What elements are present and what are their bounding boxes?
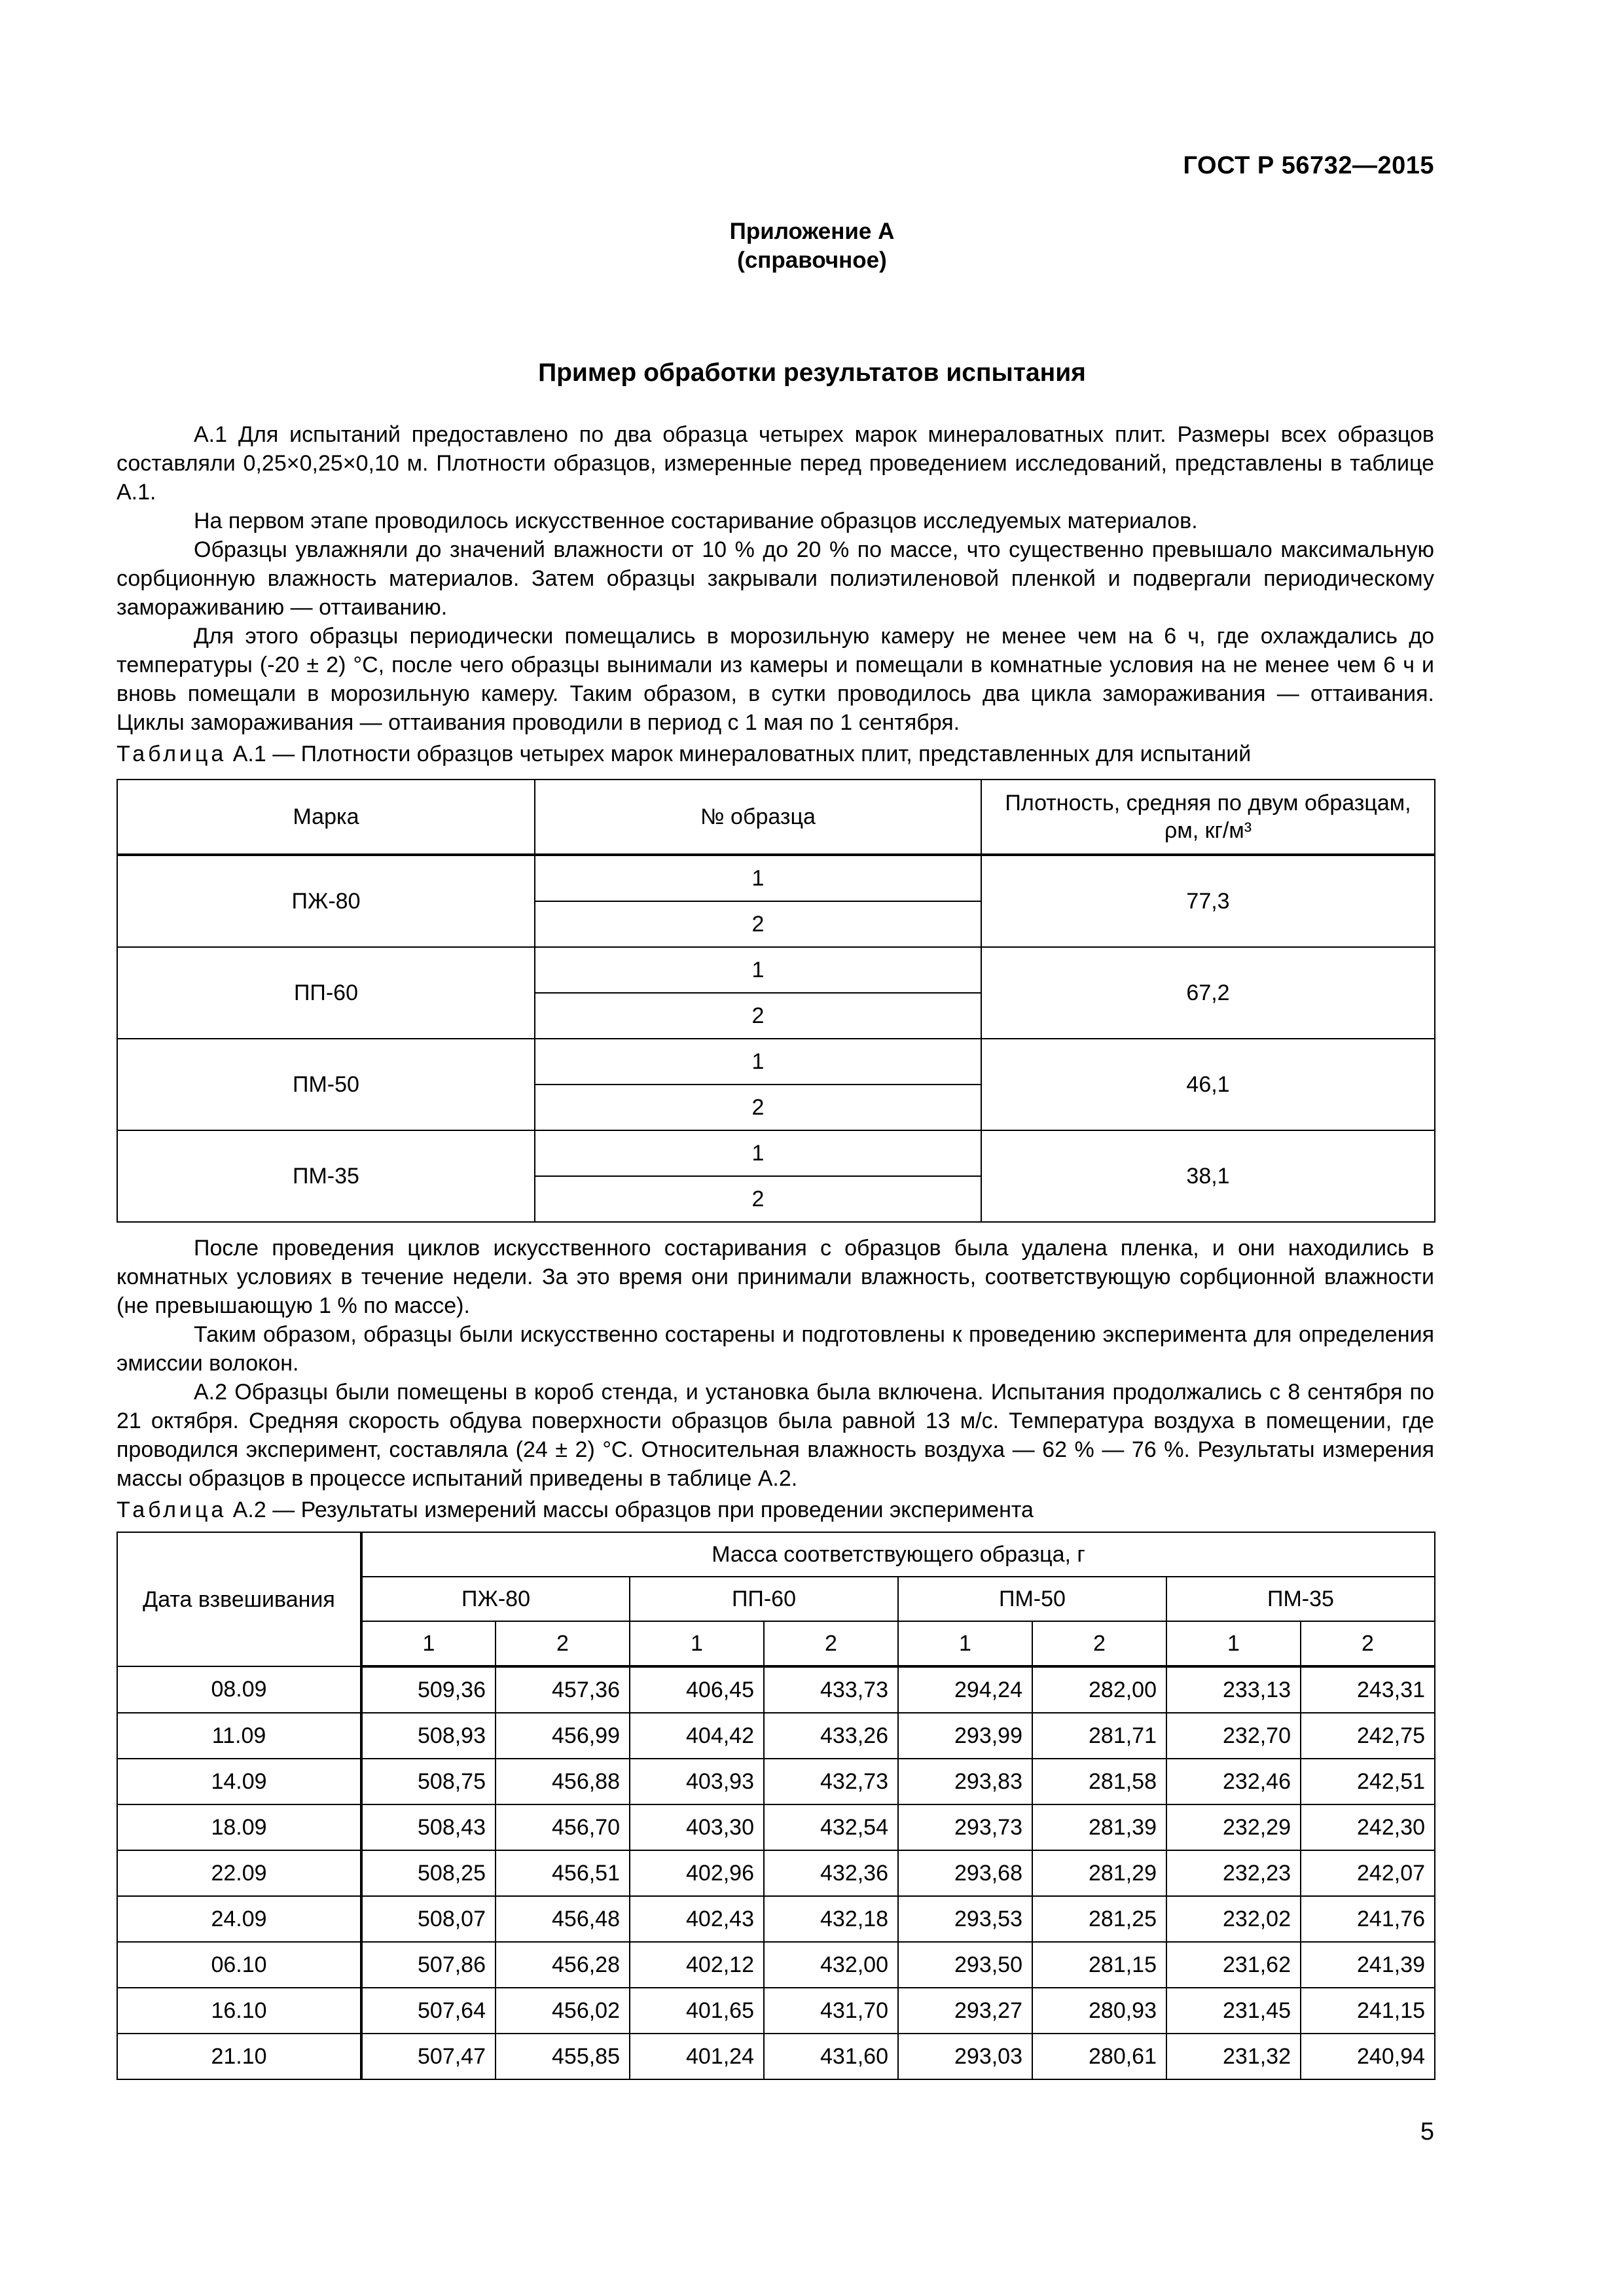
mass-value-cell: 433,73 — [764, 1666, 898, 1713]
mass-value-cell: 456,70 — [496, 1804, 630, 1850]
mass-value-cell: 280,61 — [1032, 2034, 1166, 2079]
mass-value-cell: 293,99 — [898, 1713, 1032, 1759]
sample-num-cell: 2 — [496, 1621, 630, 1666]
mass-value-cell: 402,43 — [630, 1896, 764, 1942]
mark-header-cell: ПП-60 — [630, 1577, 898, 1621]
mass-value-cell: 293,73 — [898, 1804, 1032, 1850]
mass-value-cell: 432,18 — [764, 1896, 898, 1942]
mass-value-cell: 233,13 — [1166, 1666, 1301, 1713]
mass-value-cell: 456,48 — [496, 1896, 630, 1942]
mass-value-cell: 456,28 — [496, 1942, 630, 1988]
sample-cell: 1 — [535, 947, 981, 993]
caption-label: Таблица — [117, 1498, 227, 1522]
header-cell: Марка — [117, 780, 535, 855]
header-cell: Плотность, средняя по двум образцам, ρм, кг/м³ — [981, 780, 1435, 855]
mass-value-cell: 232,29 — [1166, 1804, 1301, 1850]
text-block-intro — [117, 420, 1434, 737]
table-a2-caption — [117, 1496, 1434, 1524]
mass-value-cell: 406,45 — [630, 1666, 764, 1713]
sample-cell: 1 — [535, 1130, 981, 1176]
mass-value-cell: 432,00 — [764, 1942, 898, 1988]
table-row — [117, 1713, 1435, 1759]
sample-num-cell: 2 — [1032, 1621, 1166, 1666]
table-row — [117, 2034, 1435, 2079]
density-cell: 67,2 — [981, 947, 1435, 1039]
mass-value-cell: 232,46 — [1166, 1759, 1301, 1804]
mass-value-cell: 280,93 — [1032, 1988, 1166, 2034]
table-row — [117, 1850, 1435, 1896]
sample-cell: 2 — [535, 1176, 981, 1222]
date-header-cell: Дата взвешивания — [117, 1532, 361, 1666]
table-header-row — [117, 780, 1435, 855]
mass-value-cell: 509,36 — [361, 1666, 496, 1713]
paragraph: После проведения циклов искусственного состаривания с образцов была удалена пленка, и они находились в комнатных условиях в течение недели. За это время они принимали влажность, соответствующую сорбционной влажности (не превышающую 1 % по массе). — [117, 1236, 1434, 1318]
mass-value-cell: 401,24 — [630, 2034, 764, 2079]
sample-cell: 1 — [535, 855, 981, 901]
date-cell: 22.09 — [117, 1850, 361, 1896]
appendix-header — [0, 217, 1624, 275]
mark-cell: ПМ-50 — [117, 1039, 535, 1130]
paragraph: Таким образом, образцы были искусственно состарены и подготовлены к проведению эксперимента для определения эмиссии волокон. — [117, 1322, 1434, 1376]
date-cell: 08.09 — [117, 1666, 361, 1713]
mass-value-cell: 231,62 — [1166, 1942, 1301, 1988]
mass-value-cell: 294,24 — [898, 1666, 1032, 1713]
mass-value-cell: 293,68 — [898, 1850, 1032, 1896]
mass-value-cell: 232,02 — [1166, 1896, 1301, 1942]
mass-value-cell: 293,53 — [898, 1896, 1032, 1942]
mass-value-cell: 432,36 — [764, 1850, 898, 1896]
appendix-subtitle: (справочное) — [737, 247, 887, 273]
sample-cell: 2 — [535, 1085, 981, 1130]
mass-value-cell: 241,15 — [1301, 1988, 1435, 2034]
sample-cell: 2 — [535, 993, 981, 1039]
table-a2 — [117, 1532, 1435, 2080]
mark-header-cell: ПМ-50 — [898, 1577, 1166, 1621]
sample-num-cell: 2 — [764, 1621, 898, 1666]
paragraph: А.1 Для испытаний предоставлено по два образца четырех марок минераловатных плит. Размеры всех образцов составляли 0,25×0,25×0,10 м. Плотности образцов, измеренные перед проведением исследований, представлены в таблице А.1. — [117, 422, 1434, 505]
mass-value-cell: 281,39 — [1032, 1804, 1166, 1850]
mass-header-cell: Масса соответствующего образца, г — [361, 1532, 1435, 1577]
mass-value-cell: 242,07 — [1301, 1850, 1435, 1896]
mass-value-cell: 401,65 — [630, 1988, 764, 2034]
paragraph: На первом этапе проводилось искусственное состаривание образцов исследуемых материалов. — [194, 509, 1198, 533]
density-cell: 38,1 — [981, 1130, 1435, 1222]
mass-value-cell: 231,45 — [1166, 1988, 1301, 2034]
paragraph: Образцы увлажняли до значений влажности от 10 % до 20 % по массе, что существенно превышало максимальную сорбционную влажность материалов. Затем образцы закрывали полиэтиленовой пленкой и подвергали периодическому замораживанию — оттаиванию. — [117, 537, 1434, 620]
mass-value-cell: 433,26 — [764, 1713, 898, 1759]
mass-value-cell: 281,58 — [1032, 1759, 1166, 1804]
mark-header-cell: ПМ-35 — [1166, 1577, 1435, 1621]
date-cell: 24.09 — [117, 1896, 361, 1942]
mass-value-cell: 508,75 — [361, 1759, 496, 1804]
date-cell: 18.09 — [117, 1804, 361, 1850]
mass-value-cell: 455,85 — [496, 2034, 630, 2079]
mass-value-cell: 242,75 — [1301, 1713, 1435, 1759]
mass-value-cell: 403,30 — [630, 1804, 764, 1850]
caption-text: А.2 — Результаты измерений массы образцов при проведении эксперимента — [226, 1498, 1034, 1522]
mass-value-cell: 457,36 — [496, 1666, 630, 1713]
mass-value-cell: 507,86 — [361, 1942, 496, 1988]
mass-value-cell: 402,12 — [630, 1942, 764, 1988]
mass-value-cell: 243,31 — [1301, 1666, 1435, 1713]
mass-value-cell: 507,47 — [361, 2034, 496, 2079]
mass-value-cell: 232,23 — [1166, 1850, 1301, 1896]
mass-value-cell: 456,99 — [496, 1713, 630, 1759]
mass-value-cell: 508,93 — [361, 1713, 496, 1759]
header-cell: № образца — [535, 780, 981, 855]
mass-value-cell: 293,27 — [898, 1988, 1032, 2034]
mass-value-cell: 293,03 — [898, 2034, 1032, 2079]
mass-value-cell: 282,00 — [1032, 1666, 1166, 1713]
caption-label: Таблица — [117, 742, 227, 766]
mass-value-cell: 241,39 — [1301, 1942, 1435, 1988]
mass-value-cell: 456,88 — [496, 1759, 630, 1804]
mass-value-cell: 456,51 — [496, 1850, 630, 1896]
sample-num-cell: 1 — [361, 1621, 496, 1666]
mass-value-cell: 508,43 — [361, 1804, 496, 1850]
table-header-row — [117, 1532, 1435, 1577]
sample-num-cell: 1 — [1166, 1621, 1301, 1666]
date-cell: 14.09 — [117, 1759, 361, 1804]
date-cell: 21.10 — [117, 2034, 361, 2079]
text-block-experiment — [117, 1234, 1434, 1493]
table-row — [117, 1130, 1435, 1176]
mark-cell: ПМ-35 — [117, 1130, 535, 1222]
sample-num-cell: 1 — [630, 1621, 764, 1666]
mass-value-cell: 508,07 — [361, 1896, 496, 1942]
paragraph: А.2 Образцы были помещены в короб стенда, и установка была включена. Испытания продолжались с 8 сентября по 21 октября. Средняя скорость обдува поверхности образцов была равной 13 м/с. Температура воздуха в помещении, где проводился эксперимент, составляла (24 ± 2) °С. Относительная влажность воздуха — 62 % — 76 %. Результаты измерения массы образцов в процессе испытаний приведены в таблице А.2. — [117, 1380, 1434, 1491]
sample-num-cell: 1 — [898, 1621, 1032, 1666]
mass-value-cell: 508,25 — [361, 1850, 496, 1896]
mass-value-cell: 404,42 — [630, 1713, 764, 1759]
mass-value-cell: 431,70 — [764, 1988, 898, 2034]
date-cell: 11.09 — [117, 1713, 361, 1759]
mass-value-cell: 281,15 — [1032, 1942, 1166, 1988]
mass-value-cell: 456,02 — [496, 1988, 630, 2034]
mass-value-cell: 403,93 — [630, 1759, 764, 1804]
mark-cell: ПП-60 — [117, 947, 535, 1039]
sample-num-cell: 2 — [1301, 1621, 1435, 1666]
mass-value-cell: 432,73 — [764, 1759, 898, 1804]
table-row — [117, 1988, 1435, 2034]
table-row — [117, 1804, 1435, 1850]
document-code: ГОСТ Р 56732—2015 — [1183, 152, 1434, 179]
table-row — [117, 855, 1435, 901]
table-row — [117, 1039, 1435, 1085]
density-cell: 77,3 — [981, 855, 1435, 947]
page-number: 5 — [1420, 2118, 1434, 2145]
table-a1 — [117, 779, 1435, 1223]
paragraph: Для этого образцы периодически помещались в морозильную камеру не менее чем на 6 ч, где охлаждались до температуры (-20 ± 2) °С, после чего образцы вынимали из камеры и помещали в комнатные условия на не менее чем 6 ч и вновь помещали в морозильную камеру. Таким образом, в сутки проводилось два цикла замораживания — оттаивания. Циклы замораживания — оттаивания проводили в период с 1 мая по 1 сентября. — [117, 624, 1434, 735]
mass-value-cell: 232,70 — [1166, 1713, 1301, 1759]
appendix-title: Приложение А — [729, 219, 895, 244]
table-a1-caption — [117, 740, 1434, 768]
mass-value-cell: 281,29 — [1032, 1850, 1166, 1896]
mass-value-cell: 242,51 — [1301, 1759, 1435, 1804]
mass-value-cell: 431,60 — [764, 2034, 898, 2079]
table-row — [117, 1942, 1435, 1988]
mark-header-cell: ПЖ-80 — [361, 1577, 630, 1621]
density-cell: 46,1 — [981, 1039, 1435, 1130]
mass-value-cell: 507,64 — [361, 1988, 496, 2034]
mass-value-cell: 293,83 — [898, 1759, 1032, 1804]
table-row — [117, 947, 1435, 993]
table-row — [117, 1666, 1435, 1713]
mass-value-cell: 281,71 — [1032, 1713, 1166, 1759]
date-cell: 16.10 — [117, 1988, 361, 2034]
mass-value-cell: 402,96 — [630, 1850, 764, 1896]
sample-cell: 2 — [535, 901, 981, 947]
mass-value-cell: 241,76 — [1301, 1896, 1435, 1942]
section-heading: Пример обработки результатов испытания — [538, 359, 1086, 387]
mass-value-cell: 240,94 — [1301, 2034, 1435, 2079]
table-row — [117, 1896, 1435, 1942]
mass-value-cell: 242,30 — [1301, 1804, 1435, 1850]
mark-cell: ПЖ-80 — [117, 855, 535, 947]
sample-cell: 1 — [535, 1039, 981, 1085]
date-cell: 06.10 — [117, 1942, 361, 1988]
mass-value-cell: 231,32 — [1166, 2034, 1301, 2079]
caption-text: А.1 — Плотности образцов четырех марок минераловатных плит, представленных для испытаний — [226, 742, 1252, 766]
mass-value-cell: 281,25 — [1032, 1896, 1166, 1942]
mass-value-cell: 293,50 — [898, 1942, 1032, 1988]
mass-value-cell: 432,54 — [764, 1804, 898, 1850]
table-row — [117, 1759, 1435, 1804]
